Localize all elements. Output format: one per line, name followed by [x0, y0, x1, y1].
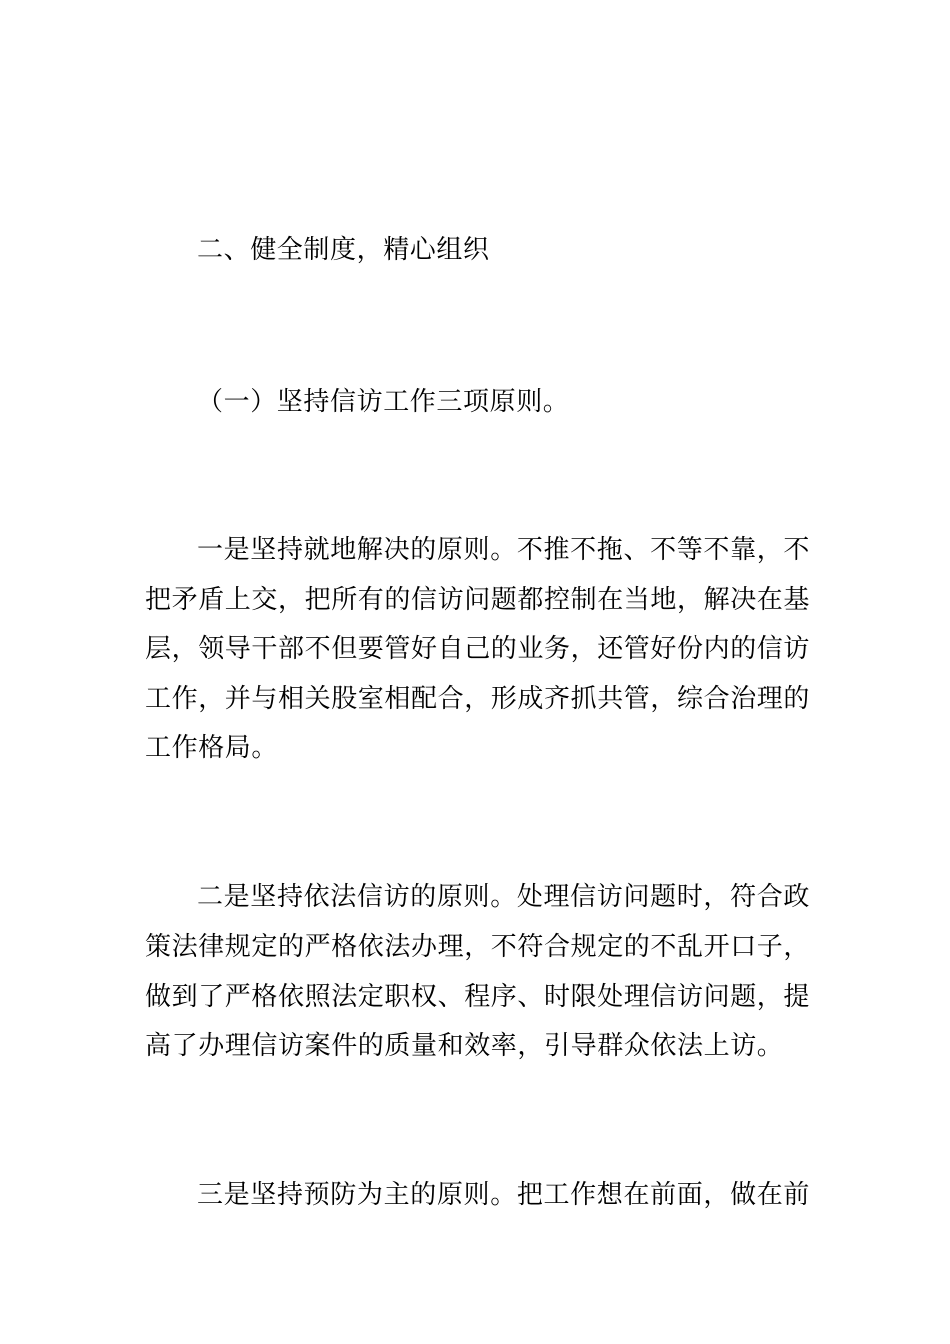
- paragraph-2-line-2: 策法律规定的严格依法办理，不符合规定的不乱开口子，: [145, 932, 811, 962]
- paragraph-1-line-2: 把矛盾上交，把所有的信访问题都控制在当地，解决在基: [145, 585, 811, 615]
- paragraph-1-line-5: 工作格局。: [145, 733, 279, 763]
- paragraph-3-line-1: 三是坚持预防为主的原则。把工作想在前面，做在前: [197, 1180, 810, 1210]
- paragraph-1-line-1: 一是坚持就地解决的原则。不推不拖、不等不靠，不: [197, 535, 810, 565]
- paragraph-2-line-4: 高了办理信访案件的质量和效率，引导群众依法上访。: [145, 1031, 784, 1061]
- paragraph-2-line-1: 二是坚持依法信访的原则。处理信访问题时，符合政: [197, 882, 810, 912]
- paragraph-2-line-3: 做到了严格依照法定职权、程序、时限处理信访问题，提: [145, 982, 811, 1012]
- section-heading: 二、健全制度，精心组织: [197, 235, 490, 265]
- paragraph-1-line-3: 层，领导干部不但要管好自己的业务，还管好份内的信访: [145, 634, 811, 664]
- subsection-heading: （一）坚持信访工作三项原则。: [197, 387, 570, 417]
- paragraph-1-line-4: 工作，并与相关股室相配合，形成齐抓共管，综合治理的: [145, 684, 811, 714]
